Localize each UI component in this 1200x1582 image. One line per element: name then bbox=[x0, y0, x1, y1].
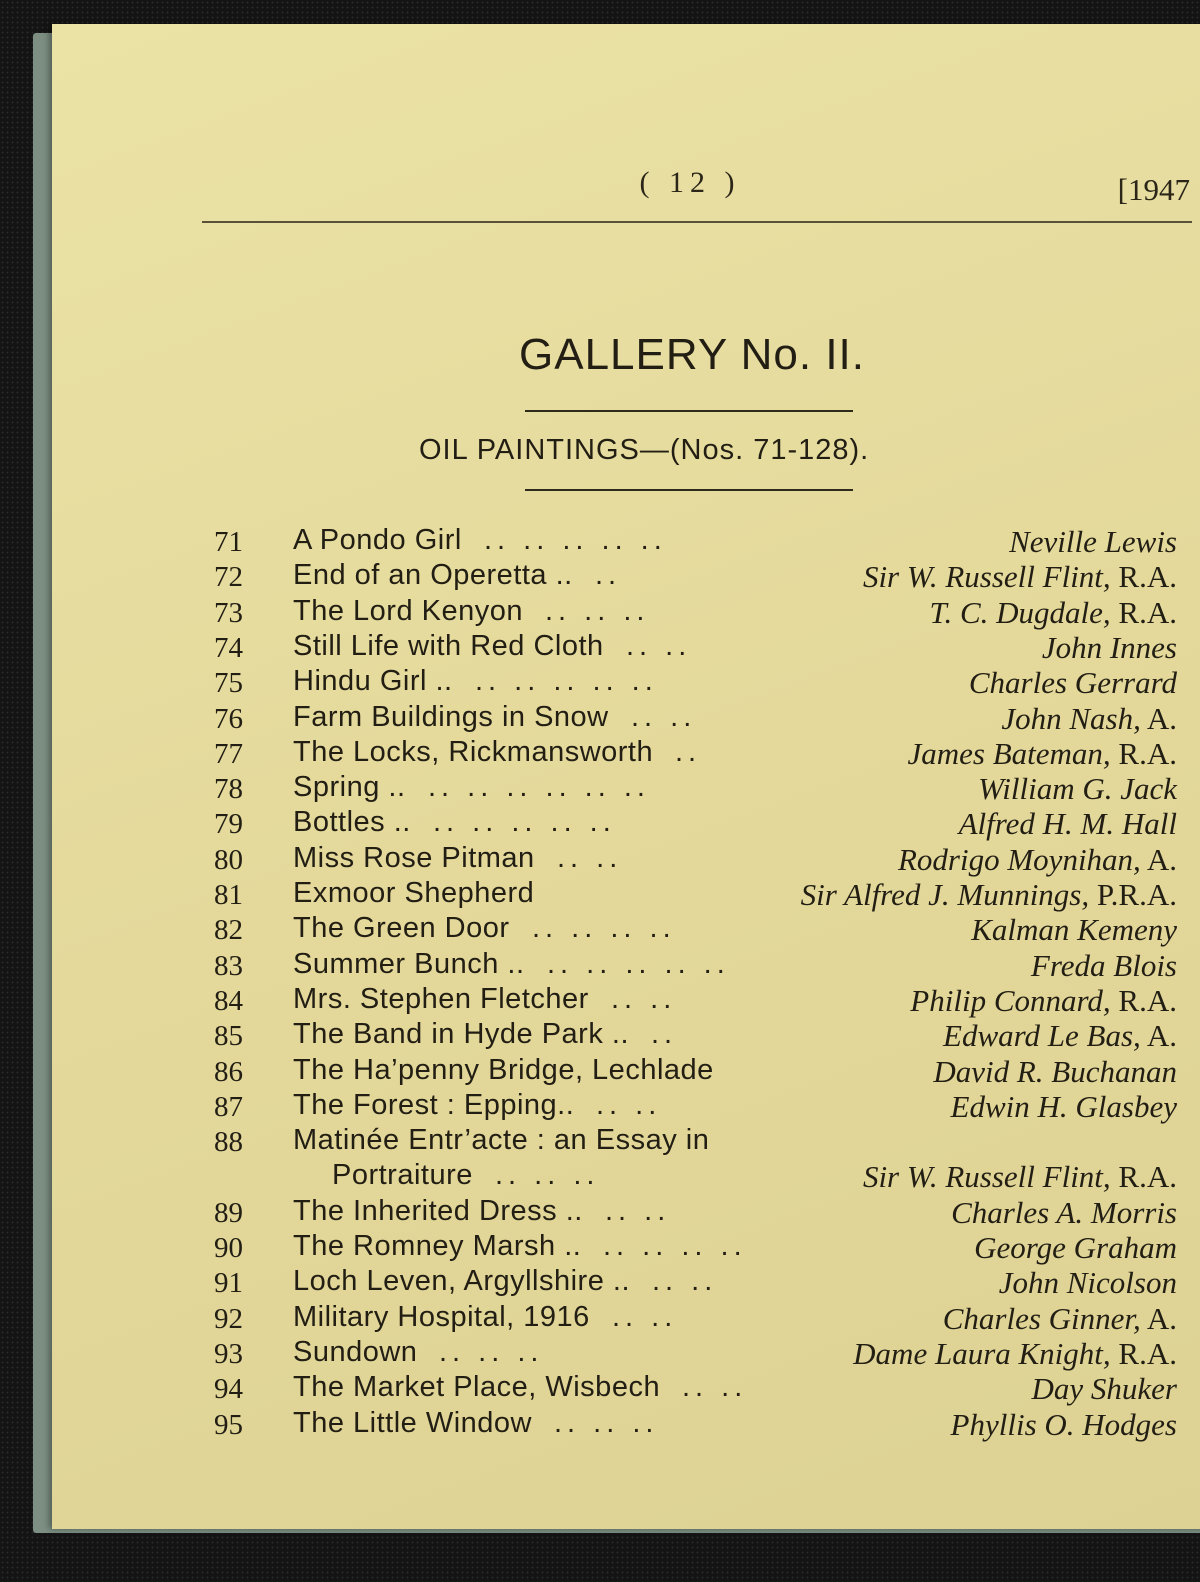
entry-title: Portraiture bbox=[332, 1159, 473, 1191]
artist-name: Philip Connard, bbox=[910, 983, 1111, 1018]
entry-artist bbox=[930, 595, 1177, 631]
title-rule-bottom bbox=[525, 489, 853, 491]
entry-artist bbox=[853, 1336, 1177, 1372]
catalogue-entry bbox=[202, 842, 1177, 877]
entry-title: Matinée Entr’acte : an Essay in bbox=[293, 1124, 710, 1156]
entry-artist bbox=[974, 1230, 1177, 1266]
catalogue-entry bbox=[202, 771, 1177, 806]
entry-title: The Inherited Dress .. bbox=[293, 1195, 583, 1227]
artist-name: Kalman Kemeny bbox=[971, 912, 1177, 947]
catalogue-entry bbox=[202, 1089, 1177, 1124]
entry-leader-dots: .. bbox=[675, 736, 702, 768]
entry-title: Exmoor Shepherd bbox=[293, 877, 535, 909]
entry-title: The Forest : Epping.. bbox=[293, 1089, 575, 1121]
entry-leader-dots: .. .. bbox=[626, 630, 692, 662]
catalogue-entry bbox=[202, 1301, 1177, 1336]
entry-number: 94 bbox=[214, 1373, 243, 1405]
entry-leader-dots: .. .. bbox=[611, 983, 677, 1015]
entry-artist bbox=[863, 1159, 1177, 1195]
entry-title: The Lord Kenyon bbox=[293, 595, 523, 627]
catalogue-entry bbox=[202, 877, 1177, 912]
entry-title: The Band in Hyde Park .. bbox=[293, 1018, 629, 1050]
entry-title: The Ha’penny Bridge, Lechlade bbox=[293, 1054, 714, 1086]
catalogue-entry bbox=[202, 1407, 1177, 1442]
artist-name: Rodrigo Moynihan, bbox=[898, 842, 1141, 877]
entry-title: The Green Door bbox=[293, 912, 510, 944]
artist-honour: R.A. bbox=[1118, 736, 1177, 771]
catalogue-entry bbox=[202, 701, 1177, 736]
entry-number: 90 bbox=[214, 1232, 243, 1264]
catalogue-entry bbox=[202, 1265, 1177, 1300]
entry-number: 76 bbox=[214, 703, 243, 735]
entry-artist bbox=[933, 1054, 1177, 1090]
entry-number: 81 bbox=[214, 879, 243, 911]
entry-artist bbox=[959, 806, 1177, 842]
section-subtitle: OIL PAINTINGS—(Nos. 71-128). bbox=[419, 434, 870, 466]
entry-artist bbox=[1042, 630, 1177, 666]
catalogue-entry bbox=[202, 1195, 1177, 1230]
entry-leader-dots: .. .. .. .. .. bbox=[484, 524, 667, 556]
catalogue-entry bbox=[202, 806, 1177, 841]
artist-honour: R.A. bbox=[1118, 1336, 1177, 1371]
catalogue-entry bbox=[202, 1124, 1177, 1159]
entry-number: 72 bbox=[214, 561, 243, 593]
artist-honour: R.A. bbox=[1118, 983, 1177, 1018]
entry-number: 92 bbox=[214, 1303, 243, 1335]
artist-name: Edward Le Bas, bbox=[943, 1018, 1141, 1053]
catalogue-entry bbox=[202, 595, 1177, 630]
catalogue-entry bbox=[202, 1336, 1177, 1371]
artist-name: John Nicolson bbox=[998, 1265, 1177, 1300]
entry-title: Loch Leven, Argyllshire .. bbox=[293, 1265, 631, 1297]
artist-name: William G. Jack bbox=[978, 771, 1177, 806]
entry-title: Farm Buildings in Snow bbox=[293, 701, 609, 733]
entry-leader-dots: .. .. .. .. bbox=[603, 1230, 747, 1262]
entry-leader-dots: .. .. .. .. .. .. bbox=[428, 771, 650, 803]
artist-name: Phyllis O. Hodges bbox=[950, 1407, 1177, 1442]
entry-title: The Little Window bbox=[293, 1407, 532, 1439]
entry-number: 89 bbox=[214, 1197, 243, 1229]
artist-name: Alfred H. M. Hall bbox=[958, 806, 1177, 841]
entry-artist bbox=[1031, 948, 1177, 984]
page-number: ( 12 ) bbox=[639, 166, 741, 199]
entry-title: The Locks, Rickmansworth bbox=[293, 736, 654, 768]
catalogue-entry bbox=[202, 524, 1177, 559]
artist-honour: R.A. bbox=[1118, 1159, 1177, 1194]
entry-number: 77 bbox=[214, 738, 243, 770]
entry-artist bbox=[999, 1265, 1177, 1301]
entry-leader-dots: .. .. bbox=[605, 1195, 671, 1227]
artist-name: Dame Laura Knight, bbox=[853, 1336, 1111, 1371]
entry-artist bbox=[1032, 1371, 1177, 1407]
entry-leader-dots: .. .. bbox=[596, 1089, 662, 1121]
entry-leader-dots: .. .. .. .. .. bbox=[547, 948, 730, 980]
entry-leader-dots: .. .. bbox=[612, 1301, 678, 1333]
entry-number: 87 bbox=[214, 1091, 243, 1123]
catalogue-entry bbox=[202, 665, 1177, 700]
entry-number: 71 bbox=[214, 526, 243, 558]
entry-artist bbox=[951, 1089, 1177, 1125]
entry-leader-dots: .. bbox=[595, 559, 622, 591]
entry-artist bbox=[978, 771, 1177, 807]
entry-leader-dots: .. .. .. bbox=[439, 1336, 544, 1368]
entry-title: Summer Bunch .. bbox=[293, 948, 525, 980]
artist-honour: A. bbox=[1146, 701, 1177, 736]
entry-title: A Pondo Girl bbox=[293, 524, 462, 556]
entry-number: 84 bbox=[214, 985, 243, 1017]
artist-name: Day Shuker bbox=[1031, 1371, 1177, 1406]
entry-artist bbox=[951, 1407, 1177, 1443]
entry-artist bbox=[908, 736, 1178, 772]
entry-number: 86 bbox=[214, 1056, 243, 1088]
entry-artist bbox=[951, 1195, 1177, 1231]
entry-title: The Romney Marsh .. bbox=[293, 1230, 582, 1262]
entry-number: 93 bbox=[214, 1338, 243, 1370]
entry-number: 73 bbox=[214, 597, 243, 629]
artist-name: Charles Gerrard bbox=[968, 665, 1177, 700]
entry-title: Spring .. bbox=[293, 771, 406, 803]
entry-title: End of an Operetta .. bbox=[293, 559, 573, 591]
entry-artist bbox=[1009, 524, 1177, 560]
header-rule bbox=[202, 221, 1192, 223]
artist-honour: A. bbox=[1146, 1018, 1177, 1053]
artist-honour: P.R.A. bbox=[1096, 877, 1177, 912]
artist-name: David R. Buchanan bbox=[933, 1054, 1177, 1089]
entry-number: 74 bbox=[214, 632, 243, 664]
entry-leader-dots: .. .. .. bbox=[545, 595, 650, 627]
entry-number: 85 bbox=[214, 1020, 243, 1052]
artist-name: John Nash, bbox=[1001, 701, 1141, 736]
entry-artist bbox=[971, 912, 1177, 948]
catalogue-entry bbox=[202, 1159, 1177, 1194]
catalogue-entry bbox=[202, 1371, 1177, 1406]
entry-leader-dots: .. .. .. bbox=[554, 1407, 659, 1439]
entry-artist bbox=[898, 842, 1177, 878]
gallery-title: GALLERY No. II. bbox=[519, 330, 865, 379]
catalogue-entry bbox=[202, 630, 1177, 665]
entry-leader-dots: .. .. bbox=[631, 701, 697, 733]
entry-artist bbox=[801, 877, 1177, 913]
entry-number: 88 bbox=[214, 1126, 243, 1158]
entry-artist bbox=[863, 559, 1177, 595]
entry-number: 75 bbox=[214, 667, 243, 699]
catalogue-entry bbox=[202, 1054, 1177, 1089]
entry-title: Bottles .. bbox=[293, 806, 411, 838]
entry-artist bbox=[910, 983, 1177, 1019]
catalogue-entry bbox=[202, 912, 1177, 947]
entry-artist bbox=[943, 1301, 1177, 1337]
catalogue-entry bbox=[202, 948, 1177, 983]
entry-number: 78 bbox=[214, 773, 243, 805]
entry-leader-dots: .. .. bbox=[557, 842, 623, 874]
entry-number: 79 bbox=[214, 808, 243, 840]
artist-honour: A. bbox=[1146, 1301, 1177, 1336]
entry-title: Military Hospital, 1916 bbox=[293, 1301, 590, 1333]
entry-number: 91 bbox=[214, 1267, 243, 1299]
entry-leader-dots: .. .. .. .. bbox=[532, 912, 676, 944]
entry-title: Hindu Girl .. bbox=[293, 665, 453, 697]
artist-honour: R.A. bbox=[1118, 559, 1177, 594]
entry-leader-dots: .. .. bbox=[682, 1371, 748, 1403]
entry-leader-dots: .. .. .. .. .. bbox=[475, 665, 658, 697]
entry-leader-dots: .. bbox=[651, 1018, 678, 1050]
entry-leader-dots: .. .. bbox=[652, 1265, 718, 1297]
entry-artist bbox=[969, 665, 1177, 701]
artist-name: Sir Alfred J. Munnings, bbox=[800, 877, 1090, 912]
entry-title: Still Life with Red Cloth bbox=[293, 630, 604, 662]
artist-name: Edwin H. Glasbey bbox=[950, 1089, 1177, 1124]
catalogue-entry bbox=[202, 736, 1177, 771]
entry-number: 80 bbox=[214, 844, 243, 876]
artist-name: Sir W. Russell Flint, bbox=[862, 559, 1111, 594]
artist-name: John Innes bbox=[1041, 630, 1177, 665]
title-rule-top bbox=[525, 410, 853, 412]
entry-artist bbox=[1001, 701, 1177, 737]
page-year: [1947 bbox=[1117, 172, 1190, 207]
catalogue-page bbox=[52, 24, 1200, 1529]
entry-title: Miss Rose Pitman bbox=[293, 842, 535, 874]
entry-title: The Market Place, Wisbech bbox=[293, 1371, 661, 1403]
catalogue-entry bbox=[202, 983, 1177, 1018]
entry-leader-dots: .. .. .. bbox=[495, 1159, 600, 1191]
catalogue-entry bbox=[202, 559, 1177, 594]
artist-honour: R.A. bbox=[1118, 595, 1177, 630]
artist-name: Sir W. Russell Flint, bbox=[862, 1159, 1111, 1194]
artist-name: George Graham bbox=[974, 1230, 1177, 1265]
catalogue-entry bbox=[202, 1230, 1177, 1265]
artist-name: T. C. Dugdale, bbox=[929, 595, 1111, 630]
entry-artist bbox=[943, 1018, 1177, 1054]
entry-title: Sundown bbox=[293, 1336, 418, 1368]
artist-name: Charles A. Morris bbox=[951, 1195, 1177, 1230]
artist-name: Neville Lewis bbox=[1009, 524, 1177, 559]
artist-name: James Bateman, bbox=[907, 736, 1111, 771]
entry-number: 95 bbox=[214, 1409, 243, 1441]
artist-name: Charles Ginner, bbox=[942, 1301, 1141, 1336]
entry-leader-dots: .. .. .. .. .. bbox=[433, 806, 616, 838]
artist-name: Freda Blois bbox=[1030, 948, 1177, 983]
artist-honour: A. bbox=[1146, 842, 1177, 877]
entry-number: 82 bbox=[214, 914, 243, 946]
entry-title: Mrs. Stephen Fletcher bbox=[293, 983, 589, 1015]
catalogue-entry bbox=[202, 1018, 1177, 1053]
entry-number: 83 bbox=[214, 950, 243, 982]
